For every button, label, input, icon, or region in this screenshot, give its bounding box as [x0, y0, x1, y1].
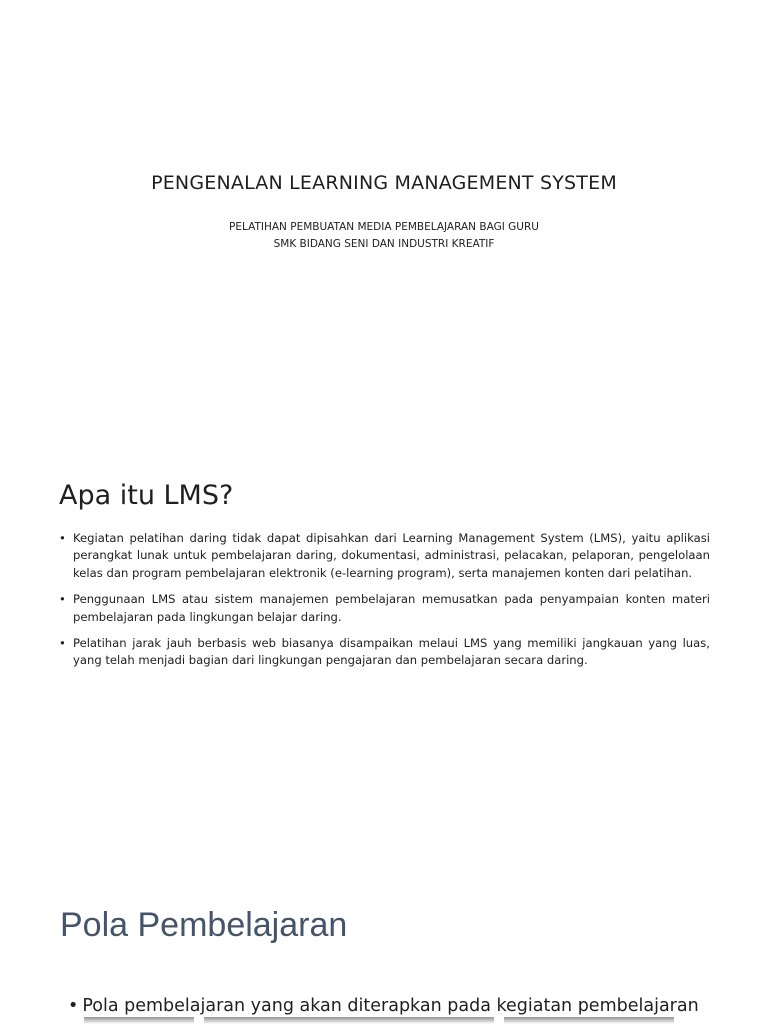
slide-subtitle-line-1: PELATIHAN PEMBUATAN MEDIA PEMBELAJARAN BAGI GURU: [229, 221, 539, 233]
bullet-list: [59, 530, 710, 679]
title-slide: [0, 0, 768, 430]
bullet-text: Pelatihan jarak jauh berbasis web biasanya disampaikan melaui LMS yang memiliki jangkauan yang luas, yang telah menjadi bagian dari lingkungan pengajaran dan pembelajaran secara daring.: [73, 636, 710, 668]
slide-heading: Apa itu LMS?: [59, 480, 234, 511]
bullet-item: [59, 591, 710, 626]
bullet-icon: •: [59, 592, 66, 607]
bullet-item: [68, 994, 708, 1018]
bullet-icon: •: [68, 996, 79, 1016]
slide-heading: Pola Pembelajaran: [60, 906, 348, 944]
learning-pattern-slide: [0, 880, 768, 1024]
slide-title: PENGENALAN LEARNING MANAGEMENT SYSTEM: [151, 172, 617, 194]
bullet-text: Pola pembelajaran yang akan diterapkan pada kegiatan pembelajaran: [82, 996, 699, 1016]
lms-definition-slide: [0, 430, 768, 880]
bullet-item: [59, 635, 710, 670]
bullet-text: Kegiatan pelatihan daring tidak dapat dipisahkan dari Learning Management System (LMS), yaitu aplikasi perangkat lunak untuk pembelajaran daring, dokumentasi, administrasi, pelacakan, pelaporan, pengelolaan kelas dan program pembelajaran elektronik (e-learning program), serta manajemen konten dari pelatihan.: [73, 531, 710, 580]
bullet-icon: •: [59, 636, 66, 651]
slide-subtitle-line-2: SMK BIDANG SENI DAN INDUSTRI KREATIF: [273, 238, 495, 250]
cut-off-text-line: [84, 1017, 674, 1024]
bullet-text: Penggunaan LMS atau sistem manajemen pembelajaran memusatkan pada penyampaian konten materi pembelajaran pada lingkungan belajar daring.: [73, 592, 710, 624]
bullet-icon: •: [59, 531, 66, 545]
bullet-item: [59, 530, 710, 582]
